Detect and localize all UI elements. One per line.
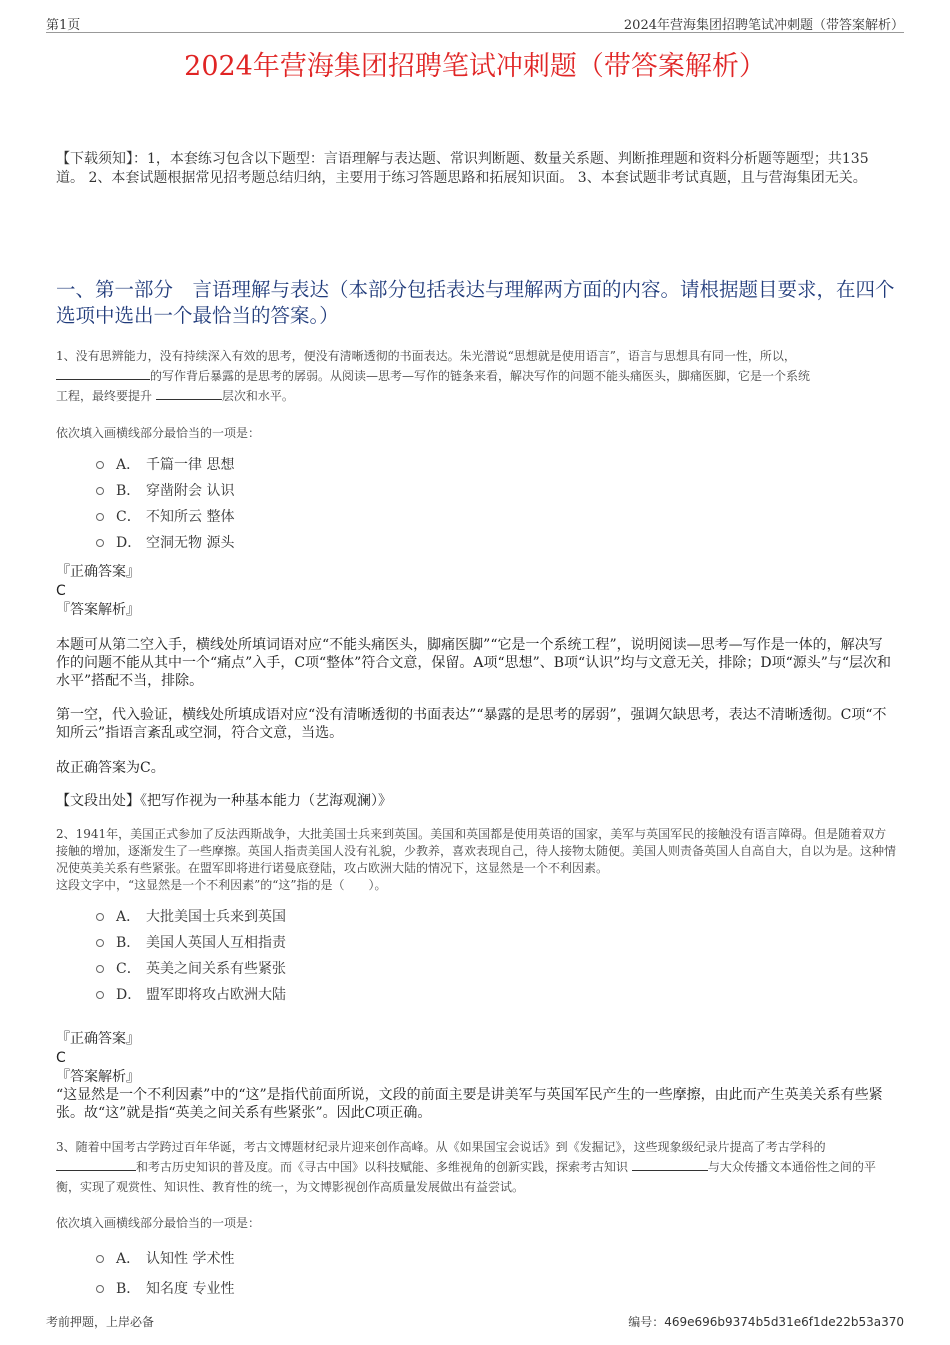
radio-icon[interactable] (96, 991, 104, 999)
radio-icon[interactable] (96, 939, 104, 947)
q2-option-a[interactable]: A． 大批美国士兵来到英国 (96, 904, 286, 930)
radio-icon[interactable] (96, 913, 104, 921)
q1-prompt: 依次填入画横线部分最恰当的一项是： (56, 426, 261, 440)
q3-text-a: 3、随着中国考古学跨过百年华诞，考古文博题材纪录片迎来创作高峰。从《如果国宝会说话》到《发掘记》，这些现象级纪录片提高了考古学科的 (56, 1140, 826, 1154)
radio-icon[interactable] (96, 539, 104, 547)
q1-text-c: 工程，最终要提升 (56, 389, 153, 403)
q1-answer-block (56, 563, 896, 620)
q3-text-b: 和考古历史知识的普及度。而《寻古中国》以科技赋能、多维视角的创新实践，探索考古知识 (136, 1160, 629, 1174)
q2-option-d[interactable]: D． 盟军即将攻占欧洲大陆 (96, 982, 286, 1008)
radio-icon[interactable] (96, 1285, 104, 1293)
q1-option-d[interactable]: D． 空洞无物 源头 (96, 530, 234, 556)
q1-analysis-1: 本题可从第二空入手，横线处所填词语对应“不能头痛医头，脚痛医脚”“它是一个系统工程”，说明阅读—思考—写作是一体的，解决写作的问题不能从其中一个“痛点”入手，C项“整体”符合文意，保留。A项“思想”、B项“认识”均与文意无关，排除；D项“源头”与“层次和水平”搭配不当，排除。 (56, 637, 892, 689)
q2-analysis-1: “这显然是一个不利因素”中的“这”是指代前面所说，文段的前面主要是讲美军与英国军民产生的一些摩擦，由此而产生英美关系有些紧张。故“这”就是指“英美之间关系有些紧张”。因此C项正确。 (56, 1087, 883, 1121)
footer-serial: 编号：469e696b9374b5d31e6f1de22b53a370 (628, 1315, 904, 1329)
page-number: 第1页 (46, 18, 81, 33)
q3-blank-2 (632, 1158, 708, 1171)
q1-text-d: 层次和水平。 (221, 389, 294, 403)
q3-options (96, 1244, 234, 1304)
q1-analysis-label: 『答案解析』 (56, 602, 140, 618)
radio-icon[interactable] (96, 965, 104, 973)
document-title: 2024年营海集团招聘笔试冲刺题（带答案解析） (184, 51, 766, 82)
q2-answer-label: 『正确答案』 (56, 1031, 140, 1047)
question-3-text (56, 1137, 896, 1197)
q1-analysis-2: 第一空，代入验证，横线处所填成语对应“没有清晰透彻的书面表达”“暴露的是思考的孱弱”，强调欠缺思考，表达不清晰透彻。C项“不知所云”指语言紊乱或空洞，符合文意，当选。 (56, 707, 887, 741)
question-2-text (56, 826, 896, 894)
header-doc-title: 2024年营海集团招聘笔试冲刺题（带答案解析） (623, 18, 904, 33)
q2-analysis-label: 『答案解析』 (56, 1069, 140, 1085)
q2-answer-block (56, 1030, 896, 1087)
footer-slogan: 考前押题，上岸必备 (46, 1315, 155, 1329)
question-1-text (56, 346, 896, 406)
q1-blank-1 (56, 367, 150, 380)
q1-options (96, 452, 234, 556)
download-notice: 【下载须知】：1，本套练习包含以下题型：言语理解与表达题、常识判断题、数量关系题、判断推理题和资料分析题等题型；共135道。 2、本套试题根据常见招考题总结归纳，主要用于练习答题思路和拓展知识面。 3、本套试题非考试真题，且与营海集团无关。 (56, 151, 869, 186)
q1-answer: C (56, 583, 66, 599)
q3-text-c: 与大众传播文本通俗性之间的平衡，实现了观赏性、知识性、教育性的统一，为文博影视创作高质量发展做出有益尝试。 (56, 1160, 876, 1194)
q1-analysis-3: 故正确答案为C。 (56, 760, 165, 776)
q1-answer-label: 『正确答案』 (56, 564, 140, 580)
q1-text-b: 的写作背后暴露的是思考的孱弱。从阅读—思考—写作的链条来看，解决写作的问题不能头痛医头，脚痛医脚，它是一个系统 (150, 369, 811, 383)
radio-icon[interactable] (96, 1255, 104, 1263)
q1-option-a[interactable]: A． 千篇一律 思想 (96, 452, 234, 478)
q3-option-a[interactable]: A． 认知性 学术性 (96, 1244, 234, 1274)
q1-option-c[interactable]: C． 不知所云 整体 (96, 504, 234, 530)
page-header (46, 14, 904, 33)
q3-option-b[interactable]: B． 知名度 专业性 (96, 1274, 234, 1304)
q2-answer: C (56, 1050, 66, 1066)
q2-option-b[interactable]: B． 美国人英国人互相指责 (96, 930, 286, 956)
q2-option-c[interactable]: C． 英美之间关系有些紧张 (96, 956, 286, 982)
section-heading: 一、第一部分 言语理解与表达（本部分包括表达与理解两方面的内容。请根据题目要求，在四个选项中选出一个最恰当的答案。） (56, 278, 895, 327)
radio-icon[interactable] (96, 487, 104, 495)
radio-icon[interactable] (96, 513, 104, 521)
q1-blank-2 (156, 387, 222, 400)
radio-icon[interactable] (96, 461, 104, 469)
q2-text-a: 2、1941年，美国正式参加了反法西斯战争，大批美国士兵来到英国。美国和英国都是使用英语的国家，美军与英国军民的接触没有语言障碍。但是随着双方接触的增加，逐渐发生了一些摩擦。英国人指责美国人没有礼貌，少教养，喜欢表现自己，待人接物太随便。美国人则责备英国人自高自大，自以为是。这种情况使英美关系有些紧张。在盟军即将进行诺曼底登陆，攻占欧洲大陆的情况下，这显然是一个不利因素。 (56, 827, 897, 875)
q3-blank-1 (56, 1158, 136, 1171)
q2-options (96, 904, 286, 1008)
q1-source: 【文段出处】《把写作视为一种基本能力（艺海观澜）》 (56, 793, 392, 809)
q3-prompt: 依次填入画横线部分最恰当的一项是： (56, 1216, 261, 1230)
q1-text-a: 1、没有思辨能力，没有持续深入有效的思考，便没有清晰透彻的书面表达。朱光潜说“思想就是使用语言”，语言与思想具有同一性，所以， (56, 349, 796, 363)
q2-text-b: 这段文字中，“这显然是一个不利因素”的“这”指的是（ ）。 (56, 878, 387, 892)
q1-option-b[interactable]: B． 穿凿附会 认识 (96, 478, 234, 504)
